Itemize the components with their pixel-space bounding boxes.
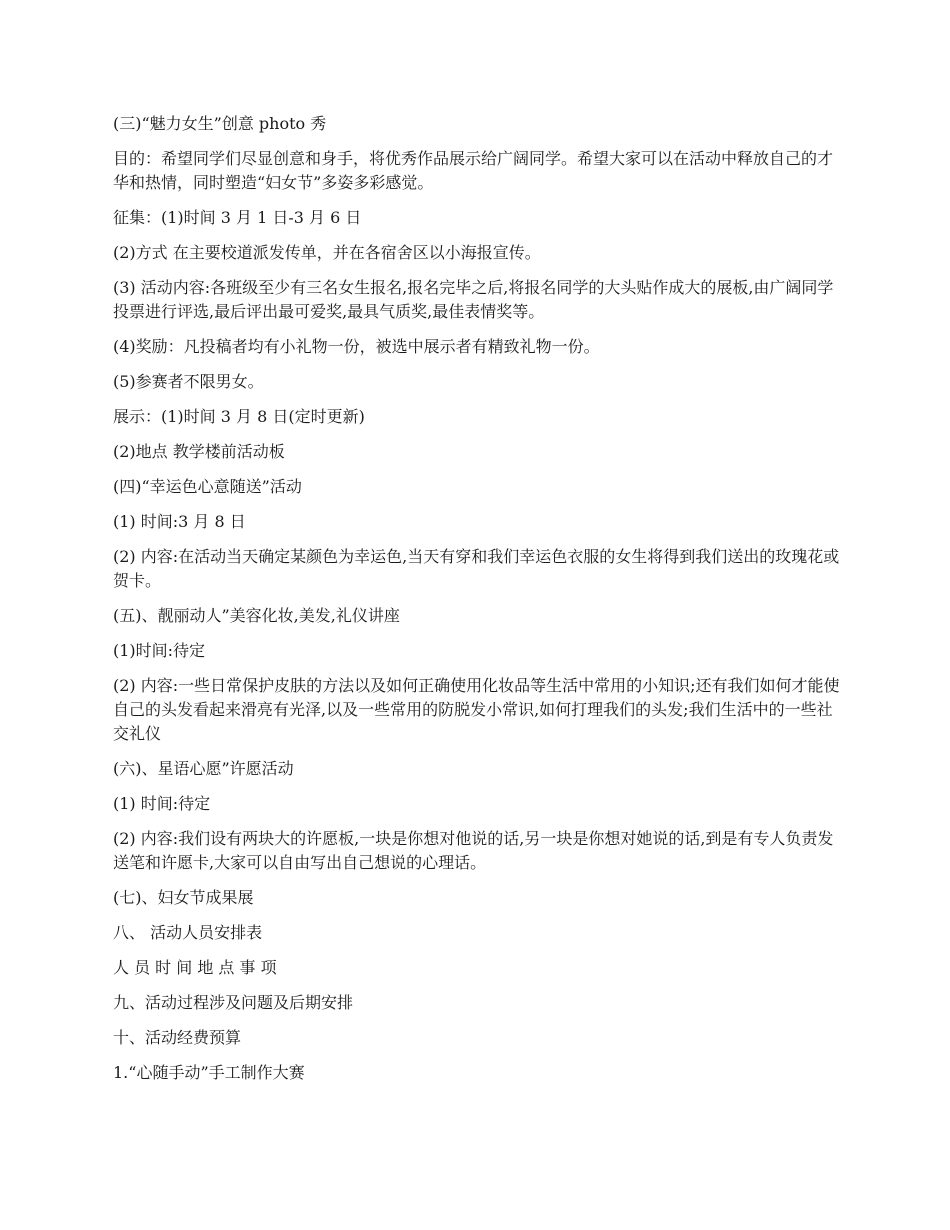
participant-paragraph: (5)参赛者不限男女。 <box>113 372 264 391</box>
lucky-color-time: (1) 时间:3 月 8 日 <box>113 512 246 531</box>
activity-content: (3) 活动内容:各班级至少有三名女生报名,报名完毕之后,将报名同学的大头贴作成大的展板,由广阔同学投票进行评选,最后评出最可爱奖,最具气质奖,最佳表情奖等。 <box>113 278 834 321</box>
budget-item-handcraft: 1.“心随手动”手工制作大赛 <box>113 1063 305 1082</box>
beauty-lecture-time: (1)时间:待定 <box>113 641 206 660</box>
display-time: 展示：(1)时间 3 月 8 日(定时更新) <box>113 407 365 426</box>
collection-time: 征集：(1)时间 3 月 1 日-3 月 6 日 <box>113 208 362 227</box>
document-page <box>113 112 845 1096</box>
section-heading-photo-show: (三)“魅力女生”创意 photo 秀 <box>113 114 327 133</box>
reward-paragraph: (4)奖励：凡投稿者均有小礼物一份，被选中展示者有精致礼物一份。 <box>113 337 600 356</box>
staff-table-header: 人 员 时 间 地 点 事 项 <box>113 958 277 977</box>
beauty-lecture-content: (2) 内容:一些日常保护皮肤的方法以及如何正确使用化妆品等生活中常用的小知识;还有我们如何才能使自己的头发看起来滑亮有光泽,以及一些常用的防脱发小常识,如何打理我们的头发;我们生活中的一些社交礼仪 <box>113 676 840 743</box>
wish-activity-content: (2) 内容:我们设有两块大的许愿板,一块是你想对他说的话,另一块是你想对她说的话,到是有专人负责发送笔和许愿卡,大家可以自由写出自己想说的心理话。 <box>113 829 834 872</box>
section-heading-issues: 九、活动过程涉及问题及后期安排 <box>113 993 354 1012</box>
section-heading-staff-schedule: 八、 活动人员安排表 <box>113 923 263 942</box>
section-heading-budget: 十、活动经费预算 <box>113 1028 242 1047</box>
wish-activity-time: (1) 时间:待定 <box>113 794 211 813</box>
section-heading-beauty-lecture: (五)、靓丽动人”美容化妆,美发,礼仪讲座 <box>113 606 400 625</box>
collection-method: (2)方式 在主要校道派发传单，并在各宿舍区以小海报宣传。 <box>113 243 541 262</box>
display-location: (2)地点 教学楼前活动板 <box>113 442 285 461</box>
section-heading-results-exhibition: (七)、妇女节成果展 <box>113 888 254 907</box>
section-heading-lucky-color: (四)“幸运色心意随送”活动 <box>113 477 302 496</box>
lucky-color-content: (2) 内容:在活动当天确定某颜色为幸运色,当天有穿和我们幸运色衣服的女生将得到我们送出的玫瑰花或贺卡。 <box>113 547 840 590</box>
section-heading-wish-activity: (六)、星语心愿”许愿活动 <box>113 759 294 778</box>
purpose-paragraph: 目的：希望同学们尽显创意和身手，将优秀作品展示给广阔同学。希望大家可以在活动中释放自己的才华和热情，同时塑造“妇女节”多姿多彩感觉。 <box>113 149 834 192</box>
